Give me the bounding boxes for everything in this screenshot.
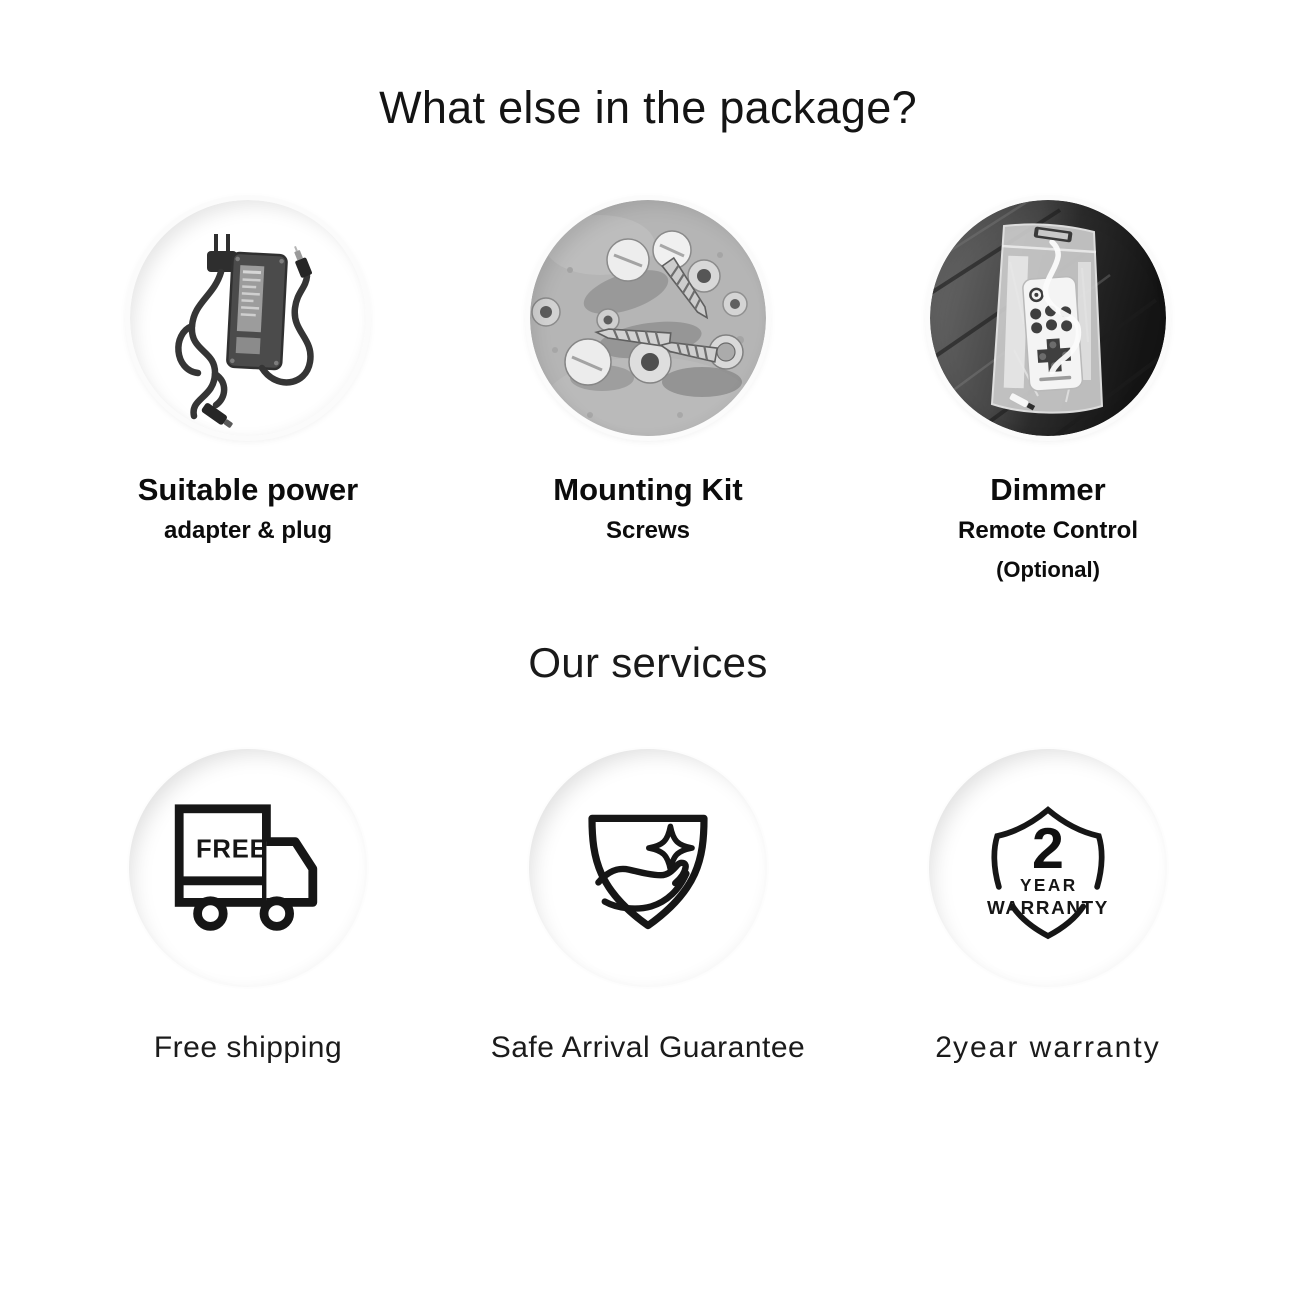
- power-adapter-illustration: [130, 200, 366, 436]
- services-row: [0, 749, 1296, 1065]
- item-note: (Optional): [996, 557, 1100, 582]
- warranty-word: WARRANTY: [987, 896, 1109, 918]
- service-free-shipping: [48, 749, 448, 1065]
- package-item-dimmer: [848, 200, 1248, 583]
- power-adapter-photo: [130, 200, 366, 436]
- warranty-year: YEAR: [1020, 874, 1078, 895]
- service-label-safe-arrival: Safe Arrival Guarantee: [490, 1031, 806, 1064]
- item-subtitle: Screws: [605, 517, 691, 544]
- warranty-shield-icon: [962, 782, 1134, 954]
- shield-hand-sparkle-icon: [568, 788, 728, 948]
- item-title: Mounting Kit: [553, 472, 743, 507]
- item-title: Suitable power: [137, 472, 359, 507]
- remote-illustration: [930, 200, 1166, 436]
- warranty-number: 2: [1032, 817, 1064, 881]
- package-items-row: [0, 200, 1296, 583]
- page-title: What else in the package?: [379, 82, 917, 133]
- screws-illustration: [530, 200, 766, 436]
- services-title: Our services: [528, 639, 768, 686]
- mounting-screws-photo: [530, 200, 766, 436]
- item-subtitle: adapter & plug: [163, 517, 332, 544]
- package-item-power-adapter: [48, 200, 448, 545]
- service-circle: [529, 749, 767, 987]
- service-circle: [929, 749, 1167, 987]
- service-label-free-shipping: Free shipping: [153, 1031, 343, 1064]
- dimmer-remote-photo: [930, 200, 1166, 436]
- warranty-label-number: 2: [935, 1031, 952, 1064]
- service-label-warranty: [935, 1031, 1160, 1065]
- service-warranty: [848, 749, 1248, 1065]
- free-shipping-truck-icon: [164, 792, 332, 944]
- item-title: Dimmer: [990, 472, 1106, 507]
- free-text: FREE: [196, 835, 268, 864]
- warranty-label-text: year warranty: [952, 1031, 1161, 1064]
- service-circle: [129, 749, 367, 987]
- service-safe-arrival: [448, 749, 848, 1065]
- package-item-mounting-kit: [448, 200, 848, 545]
- item-subtitle: Remote Control: [958, 517, 1138, 544]
